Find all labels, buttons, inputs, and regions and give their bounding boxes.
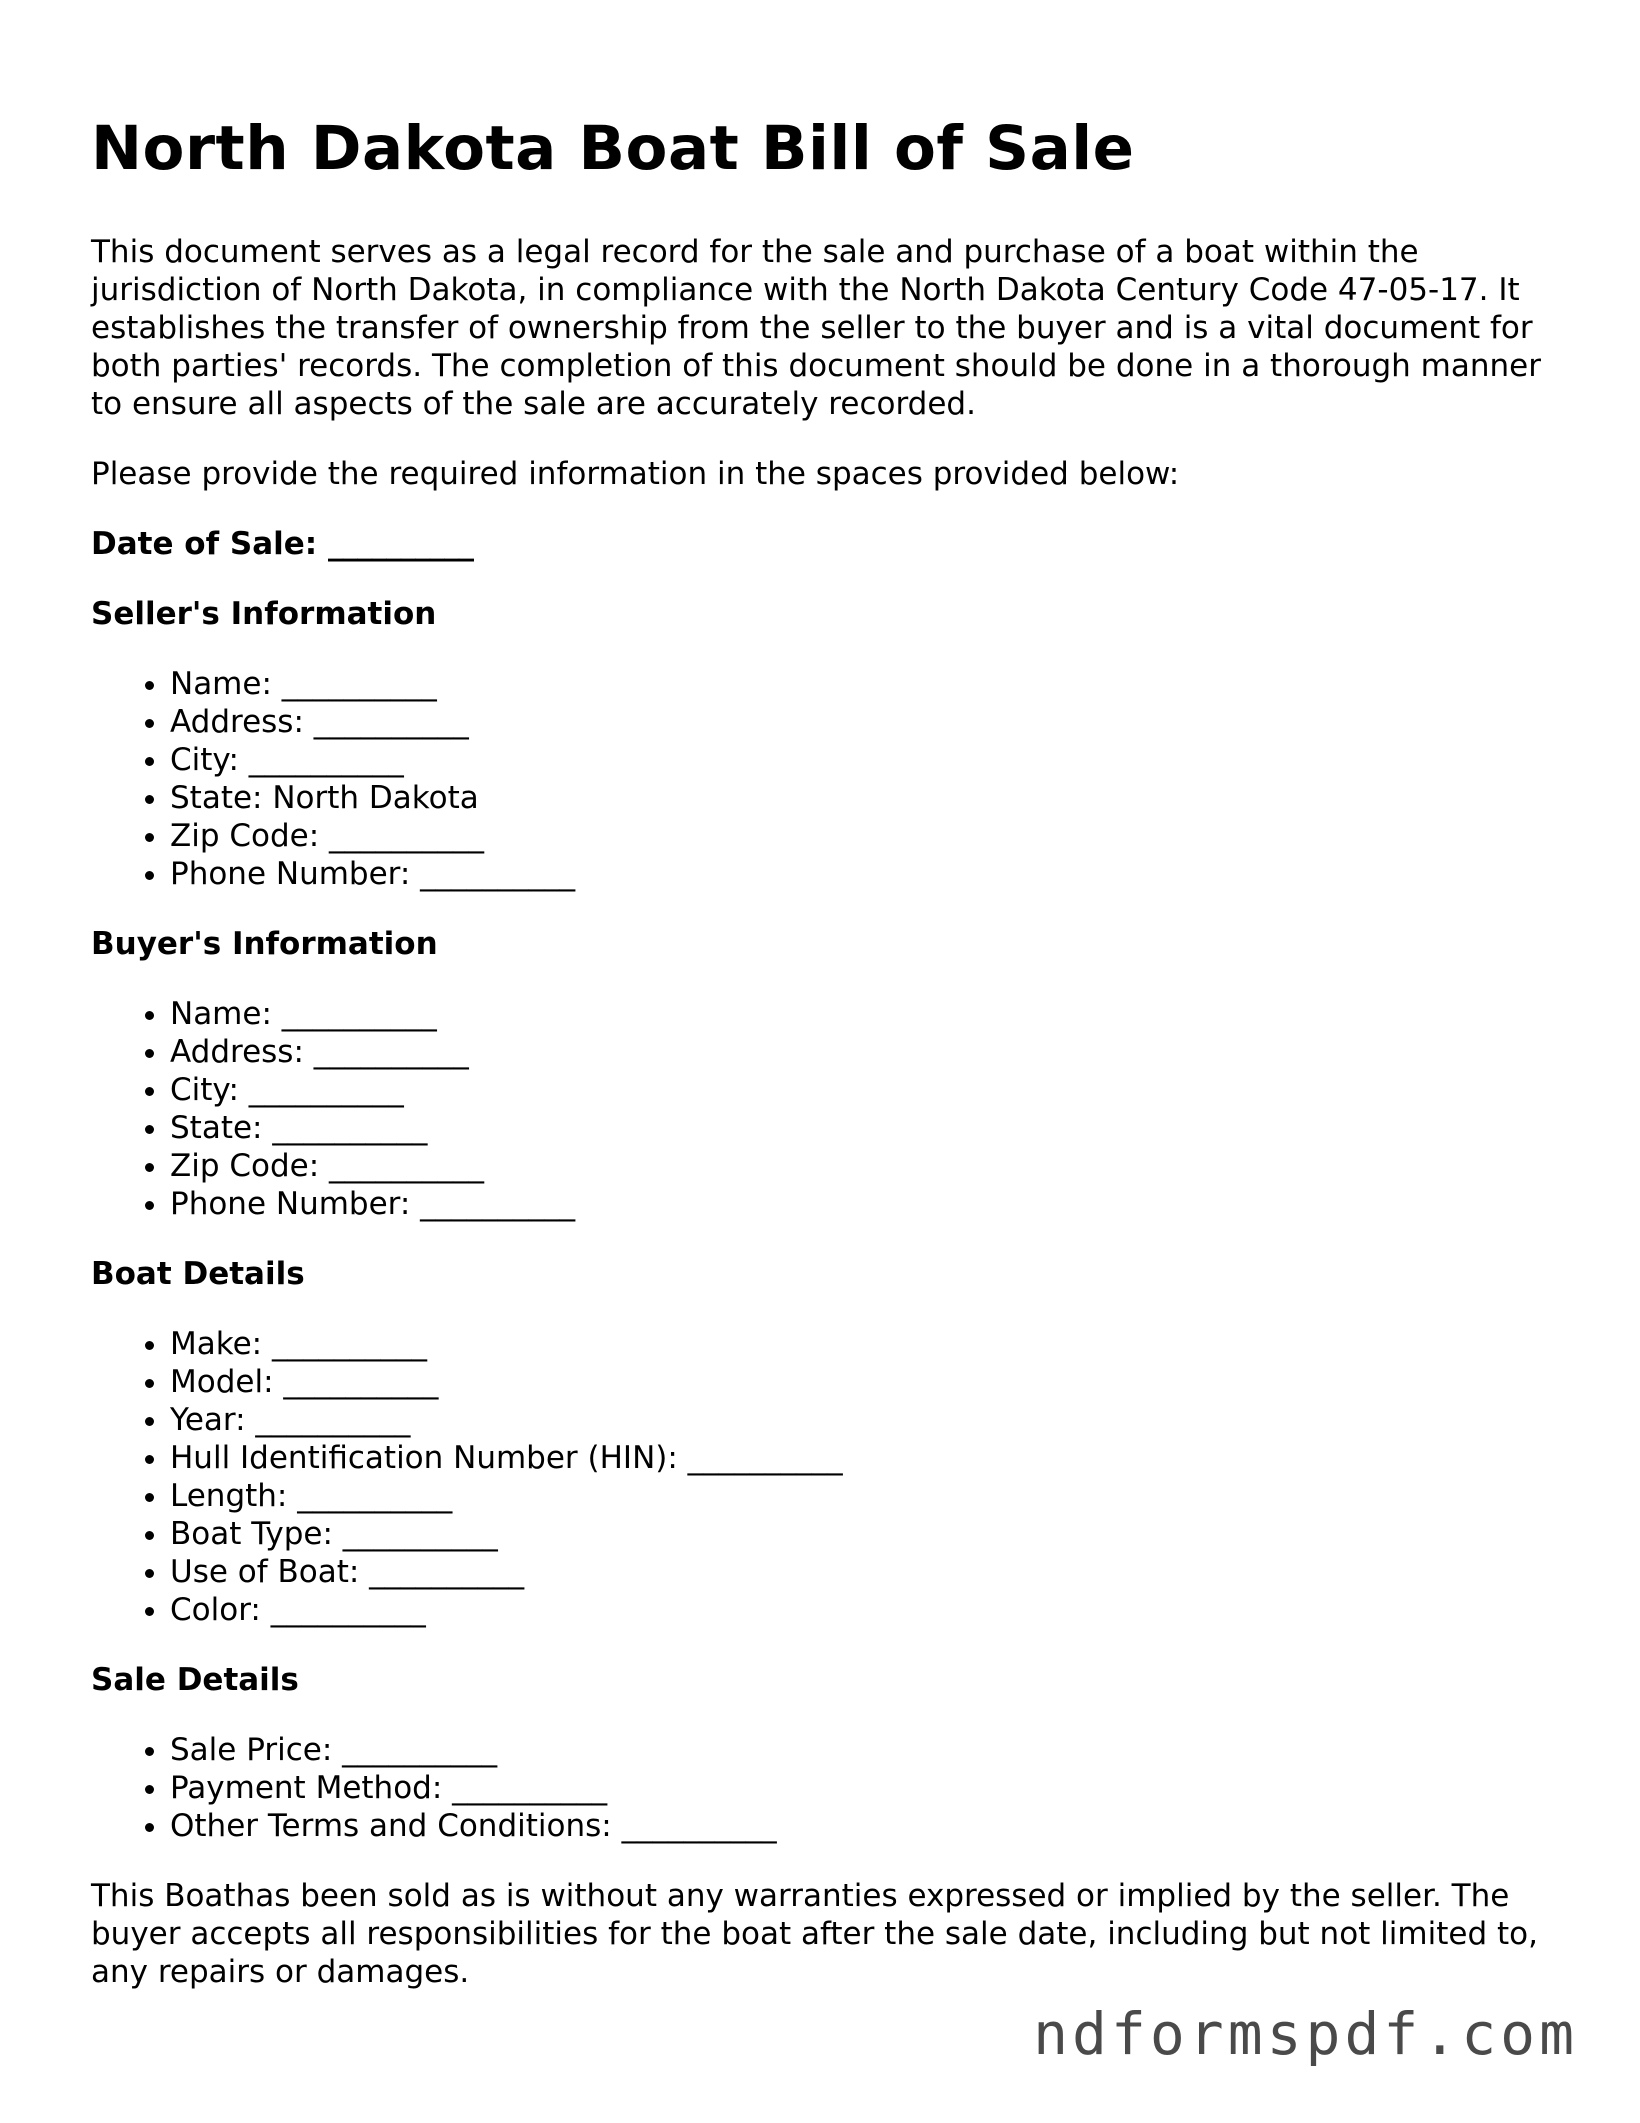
watermark: ndformspdf.com	[1033, 2000, 1578, 2068]
list-item: • State: North Dakota	[170, 779, 1561, 817]
date-of-sale-blank: __________	[327, 526, 473, 563]
list-item: • Address: __________	[170, 703, 1561, 741]
list-item: • Boat Type: __________	[170, 1515, 1561, 1553]
list-item: • Sale Price: __________	[170, 1731, 1561, 1769]
list-item: • Color: __________	[170, 1591, 1561, 1629]
list-item: • Use of Boat: __________	[170, 1553, 1561, 1591]
intro-paragraph: This document serves as a legal record for the sale and purchase of a boat within the jurisdiction of North Dakota, in compliance with the North Dakota Century Code 47-05-17. It establishes the transfer of ownership from the seller to the buyer and is a vital document for both parties' records. The completion of this document should be done in a thorough manner to ensure all aspects of the sale are accurately recorded.	[91, 234, 1541, 423]
seller-list	[91, 665, 1561, 893]
list-item: • Address: __________	[170, 1033, 1561, 1071]
list-item: • Hull Identification Number (HIN): __________	[170, 1439, 1561, 1477]
list-item: • Year: __________	[170, 1401, 1561, 1439]
list-item: • Other Terms and Conditions: __________	[170, 1807, 1561, 1845]
boat-details-heading: Boat Details	[91, 1256, 305, 1293]
disclaimer-paragraph: This Boathas been sold as is without any warranties expressed or implied by the seller. The buyer accepts all responsibilities for the boat after the sale date, including but not limited to, any repairs or damages.	[91, 1878, 1538, 1991]
list-item: • City: __________	[170, 1071, 1561, 1109]
sale-details-heading: Sale Details	[91, 1662, 299, 1699]
list-item: • Length: __________	[170, 1477, 1561, 1515]
instruction-paragraph: Please provide the required information in the spaces provided below:	[91, 456, 1180, 493]
buyer-list	[91, 995, 1561, 1223]
list-item: • Make: __________	[170, 1325, 1561, 1363]
seller-heading: Seller's Information	[91, 596, 437, 633]
buyer-heading: Buyer's Information	[91, 926, 438, 963]
document-page	[91, 112, 1561, 2023]
page-title: North Dakota Boat Bill of Sale	[91, 113, 1135, 184]
list-item: • Name: __________	[170, 995, 1561, 1033]
list-item: • City: __________	[170, 741, 1561, 779]
boat-details-list	[91, 1325, 1561, 1629]
list-item: • Name: __________	[170, 665, 1561, 703]
list-item: • Payment Method: __________	[170, 1769, 1561, 1807]
list-item: • Model: __________	[170, 1363, 1561, 1401]
list-item: • Phone Number: __________	[170, 855, 1561, 893]
date-of-sale-label: Date of Sale:	[91, 526, 318, 563]
list-item: • Zip Code: __________	[170, 817, 1561, 855]
date-of-sale-line	[91, 525, 1561, 563]
sale-details-list	[91, 1731, 1561, 1845]
list-item: • State: __________	[170, 1109, 1561, 1147]
list-item: • Phone Number: __________	[170, 1185, 1561, 1223]
list-item: • Zip Code: __________	[170, 1147, 1561, 1185]
